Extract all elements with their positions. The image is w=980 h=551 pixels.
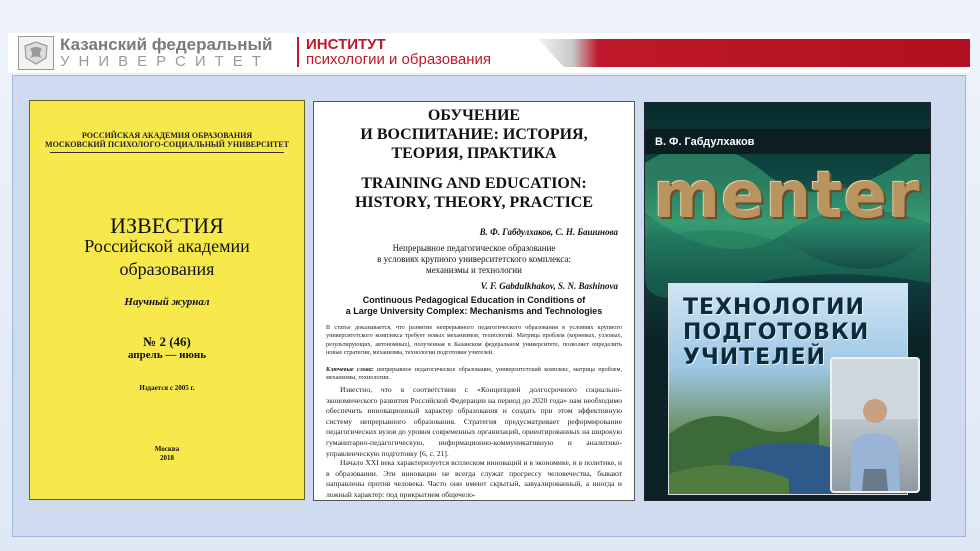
cover-issue: № 2 (46) <box>143 334 191 349</box>
cover-journal-type: Научный журнал <box>124 296 210 308</box>
section-title-ru-2: И ВОСПИТАНИЕ: ИСТОРИЯ, <box>360 126 588 143</box>
cover-period: апрель — июнь <box>127 349 207 361</box>
article-authors-en: V. F. Gabdulkhakov, S. N. Bashinova <box>480 281 618 291</box>
institute-label: ИНСТИТУТ <box>306 36 386 53</box>
kfu-emblem-icon <box>18 36 54 70</box>
cover-published-since: Издается с 2005 г. <box>139 384 195 392</box>
section-title-en-2: HISTORY, THEORY, PRACTICE <box>354 194 594 211</box>
article-title-ru-2: в условиях крупного университетского комплекса: <box>377 254 571 264</box>
cover-title-1: ИЗВЕСТИЯ <box>110 213 224 238</box>
cover-rule <box>50 152 284 153</box>
section-title-ru-3: ТЕОРИЯ, ПРАКТИКА <box>391 145 557 162</box>
keywords-text: непрерывное педагогическое образование, университетский комплекс, матрица проблем, механизмы, технологии. <box>326 366 623 382</box>
article-body-1: Известно, что в соответствии с «Концепцией долгосрочного социально-экономического развития Российской Федерации на период до 2020 года» нам необходимо обеспечить инновационный характер образования и создать при этом эффективную систему непрерывного образования. Стратегия предусматривает реформирование педагогических вузов до уровня современных организаций, ориентированных на широкую гуманитарно-педагогическую, информационно-коммуникативную и аналитико-управленческую подготовку [6, с. 21]. <box>326 385 622 458</box>
keywords-label: Ключевые слова: <box>326 366 374 373</box>
cover-city: Москва <box>154 445 180 453</box>
book-author: В. Ф. Габдулхаков <box>655 136 755 148</box>
journal-cover-izvestia <box>29 100 305 500</box>
author-portrait-photo <box>830 357 920 493</box>
section-title-ru-1: ОБУЧЕНИЕ <box>427 107 521 124</box>
article-body-2: Начало XXI века характеризуется всплеском инноваций и в экономике, и в политике, и в образовании. Эти инновации не всегда служат прогрессу человечества, бывают направлены против человека. Часто они имеют скрытый, завуалированный, а иногда и ложный характер: под прикрытием общечело- <box>326 458 622 499</box>
university-subtitle: УНИВЕРСИТЕТ <box>60 53 270 70</box>
header-banner <box>8 33 970 73</box>
book-title-1: ТЕХНОЛОГИИ <box>683 295 865 320</box>
book-title-3: УЧИТЕЛЕЙ <box>683 345 826 370</box>
article-title-en-1: Continuous Pedagogical Education in Conditions of <box>362 295 586 305</box>
header-divider <box>297 37 299 67</box>
cover-year: 2018 <box>160 454 174 462</box>
article-keywords <box>326 366 622 383</box>
university-name: Казанский федеральный <box>60 35 273 54</box>
cover-title-2: Российской академии <box>84 236 250 256</box>
header-accent-band <box>538 39 970 67</box>
article-title-ru-3: механизмы и технологии <box>426 265 522 275</box>
article-title-en-2: a Large University Complex: Mechanisms and Technologies <box>345 306 603 316</box>
cover-title-3: образования <box>119 259 215 279</box>
article-authors-ru: В. Ф. Габдулхаков, С. Н. Башинова <box>479 227 618 237</box>
article-abstract: В статье доказывается, что развитие непрерывного педагогического образования в условиях крупного университетского комплекса требует новых механизмов, технологий. Матрица проблем (корневых, узловых, результирующих, автономных), полученная в Казанском федеральном университете, позволяет определить новые стратегии, механизмы, технологии подготовки учителей. <box>326 324 622 356</box>
cover-org-line-1: РОССИЙСКАЯ АКАДЕМИЯ ОБРАЗОВАНИЯ <box>81 131 253 140</box>
book-title-2: ПОДГОТОВКИ <box>683 320 870 345</box>
cover-org-line-2: МОСКОВСКИЙ ПСИХОЛОГО-СОЦИАЛЬНЫЙ УНИВЕРСИТЕТ <box>45 140 289 149</box>
person-icon <box>832 359 918 491</box>
article-title-ru-1: Непрерывное педагогическое образование <box>392 243 556 253</box>
section-title-en-1: TRAINING AND EDUCATION: <box>361 175 587 192</box>
institute-name: психологии и образования <box>306 51 491 68</box>
menter-logo: menter <box>653 159 921 233</box>
book-cover-menter <box>644 102 931 501</box>
article-page <box>313 101 635 501</box>
